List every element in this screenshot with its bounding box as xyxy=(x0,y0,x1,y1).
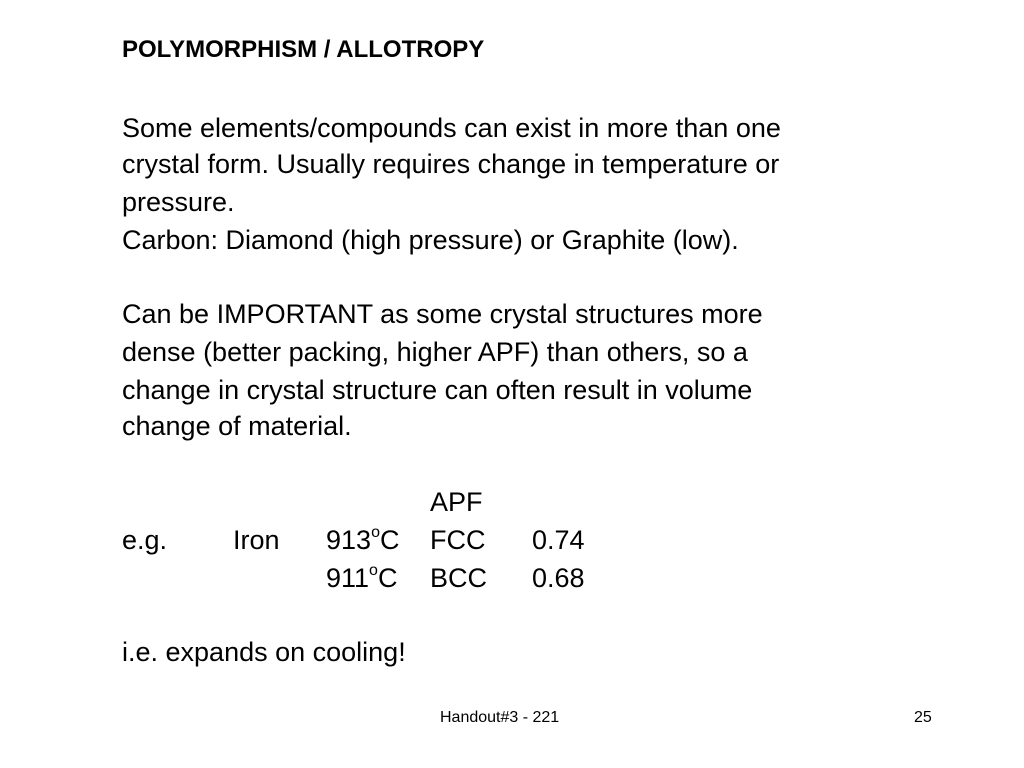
apf-column-header: APF xyxy=(430,487,483,517)
temperature-unit: C xyxy=(377,563,398,593)
importance-line-4: change of material. xyxy=(122,411,352,441)
footer-page-number: 25 xyxy=(914,709,932,726)
structure-bcc: BCC xyxy=(430,563,488,593)
degree-symbol: o xyxy=(371,524,380,541)
footer-handout-label: Handout#3 - 221 xyxy=(440,709,560,726)
apf-bcc-value: 0.68 xyxy=(532,563,585,593)
intro-line-2: crystal form. Usually requires change in temperature or xyxy=(122,149,780,179)
temperature-value: 913 xyxy=(326,525,372,555)
carbon-example-line: Carbon: Diamond (high pressure) or Graphite (low). xyxy=(122,225,739,255)
temperature-unit: C xyxy=(379,525,400,555)
temperature-bcc xyxy=(326,562,397,594)
temperature-fcc xyxy=(326,524,399,556)
temperature-value: 911 xyxy=(326,563,370,593)
intro-line-1: Some elements/compounds can exist in more than one xyxy=(122,113,781,143)
element-name: Iron xyxy=(233,525,280,555)
conclusion-line: i.e. expands on cooling! xyxy=(122,637,406,667)
apf-fcc-value: 0.74 xyxy=(532,525,585,555)
example-prefix: e.g. xyxy=(122,525,168,555)
importance-line-2: dense (better packing, higher APF) than others, so a xyxy=(122,337,748,367)
importance-line-3: change in crystal structure can often result in volume xyxy=(122,375,753,405)
slide-title: POLYMORPHISM / ALLOTROPY xyxy=(122,36,485,63)
degree-symbol: o xyxy=(369,562,378,579)
importance-line-1: Can be IMPORTANT as some crystal structures more xyxy=(122,299,763,329)
structure-fcc: FCC xyxy=(430,525,486,555)
intro-line-3: pressure. xyxy=(122,187,235,217)
